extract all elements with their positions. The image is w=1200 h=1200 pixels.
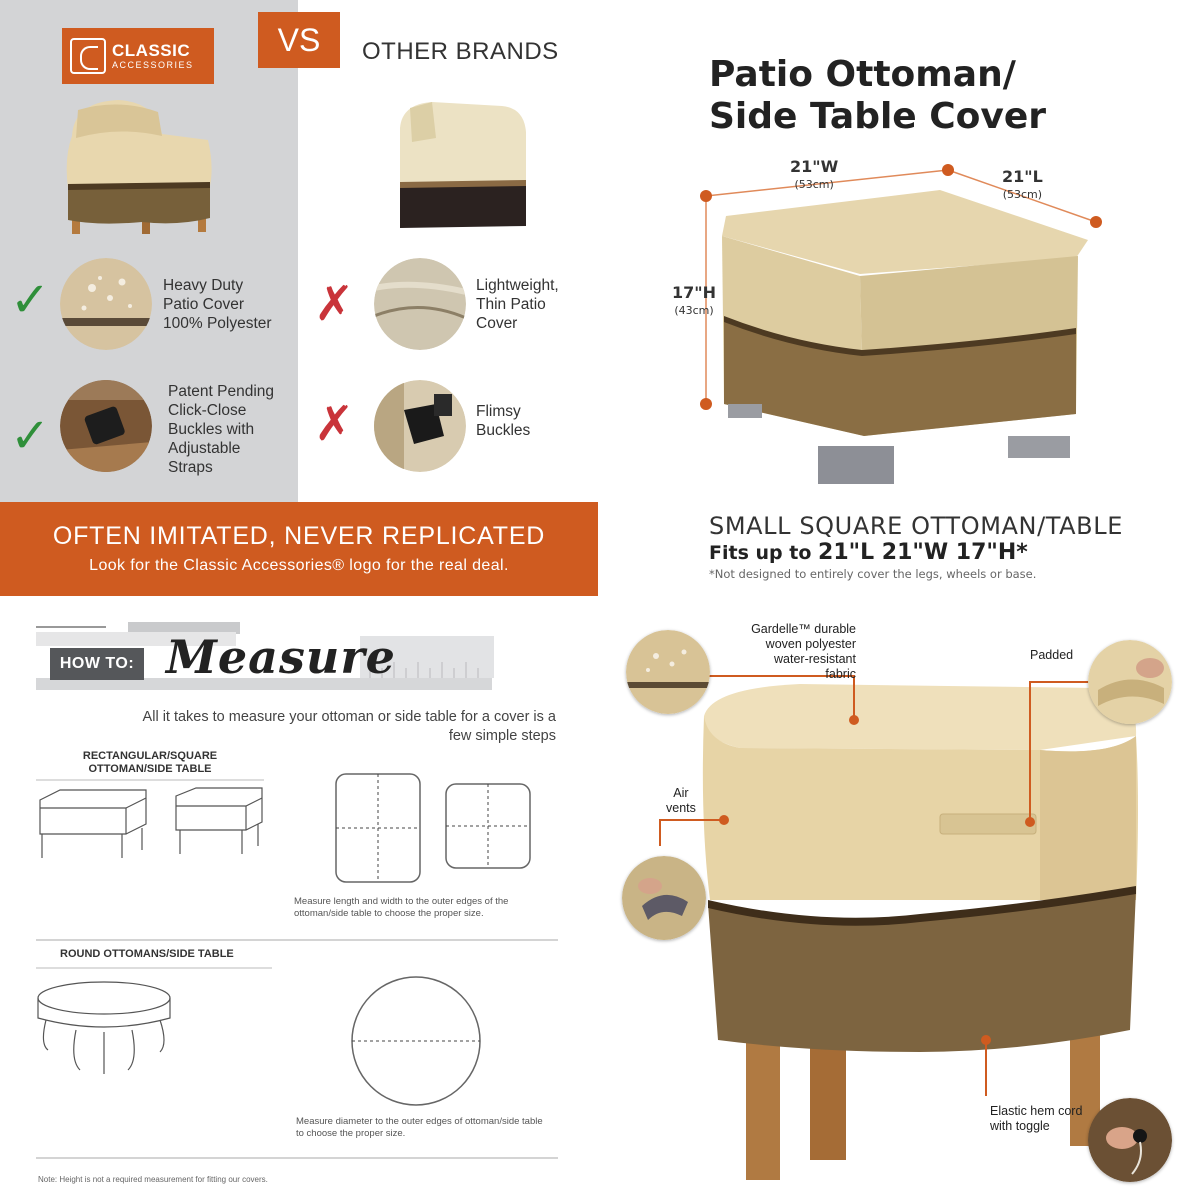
flimsy-buckle-image <box>374 380 466 472</box>
water-beading-fabric-image <box>60 258 152 350</box>
height-footnote: Note: Height is not a required measurement for fitting our covers. <box>38 1175 268 1184</box>
air-vents-callout: Air vents <box>666 786 696 815</box>
fabric-detail-image <box>626 630 710 714</box>
click-close-buckle-image <box>60 380 152 472</box>
thin-fabric-image <box>374 258 466 350</box>
product-title-line2: Side Table Cover <box>709 96 1047 137</box>
check-icon: ✓ <box>10 408 51 464</box>
air-vent-image <box>622 856 706 940</box>
classic-feature-2: Patent Pending Click-Close Buckles with Adjustable Straps <box>168 383 275 476</box>
round-heading: ROUND OTTOMANS/SIDE TABLE <box>60 948 234 960</box>
how-to-badge: HOW TO: <box>50 648 144 680</box>
width-label <box>790 158 838 194</box>
features-panel <box>600 600 1200 1200</box>
length-label <box>1002 168 1043 204</box>
logo-line1: CLASSIC <box>112 41 191 60</box>
coverage-note: *Not designed to entirely cover the legs, wheels or base. <box>709 567 1037 581</box>
length-value: 21"L <box>1002 167 1043 186</box>
width-value: 21"W <box>790 157 839 176</box>
height-label <box>672 284 716 320</box>
cross-icon: ✗ <box>314 396 355 452</box>
vs-badge: VS <box>258 12 340 68</box>
rect-note: Measure length and width to the outer edges of the ottoman/side table to choose the proper size. <box>294 896 509 919</box>
other-brands-heading: OTHER BRANDS <box>362 38 559 65</box>
other-feature-1: Lightweight, Thin Patio Cover <box>476 277 559 332</box>
cross-icon: ✗ <box>314 276 355 332</box>
height-value: 17"H <box>672 283 716 302</box>
fits-text <box>709 540 1028 565</box>
length-cm: (53cm) <box>1002 188 1043 201</box>
imitation-banner <box>0 502 598 596</box>
padded-handle-image <box>1088 640 1172 724</box>
fits-dimensions: 21"L 21"W 17"H* <box>818 540 1028 565</box>
check-icon: ✓ <box>10 272 51 328</box>
banner-headline: OFTEN IMITATED, NEVER REPLICATED <box>52 522 546 550</box>
comparison-panel <box>0 0 598 598</box>
elastic-hem-toggle-image <box>1088 1098 1172 1182</box>
other-feature-2: Flimsy Buckles <box>476 403 531 439</box>
classic-accessories-logo <box>62 28 214 84</box>
fits-prefix: Fits up to <box>709 542 812 564</box>
measure-intro: All it takes to measure your ottoman or side table for a cover is a few simple steps <box>142 709 556 744</box>
round-note: Measure diameter to the outer edges of ottoman/side table to choose the proper size. <box>296 1116 543 1139</box>
fabric-callout: Gardelle™ durable woven polyester water-resistant fabric <box>751 622 856 681</box>
classic-feature-1: Heavy Duty Patio Cover 100% Polyester <box>163 277 272 332</box>
size-name: SMALL SQUARE OTTOMAN/TABLE <box>709 512 1123 540</box>
classic-chair-cover-image <box>58 96 218 236</box>
height-cm: (43cm) <box>674 304 714 317</box>
logo-mark-icon <box>70 38 106 74</box>
product-title-line1: Patio Ottoman/ <box>709 54 1016 95</box>
how-to-measure-panel <box>0 600 598 1200</box>
width-cm: (53cm) <box>794 178 834 191</box>
hem-callout: Elastic hem cord with toggle <box>990 1104 1083 1133</box>
banner-subline: Look for the Classic Accessories® logo for the real deal. <box>89 557 509 574</box>
logo-line2: ACCESSORIES <box>112 60 194 70</box>
padded-callout: Padded <box>1030 648 1074 662</box>
measure-heading: Measure <box>166 630 396 684</box>
rect-heading: RECTANGULAR/SQUARE OTTOMAN/SIDE TABLE <box>82 750 218 775</box>
dimensions-panel <box>600 0 1200 598</box>
other-brand-chair-cover-image <box>392 98 532 232</box>
